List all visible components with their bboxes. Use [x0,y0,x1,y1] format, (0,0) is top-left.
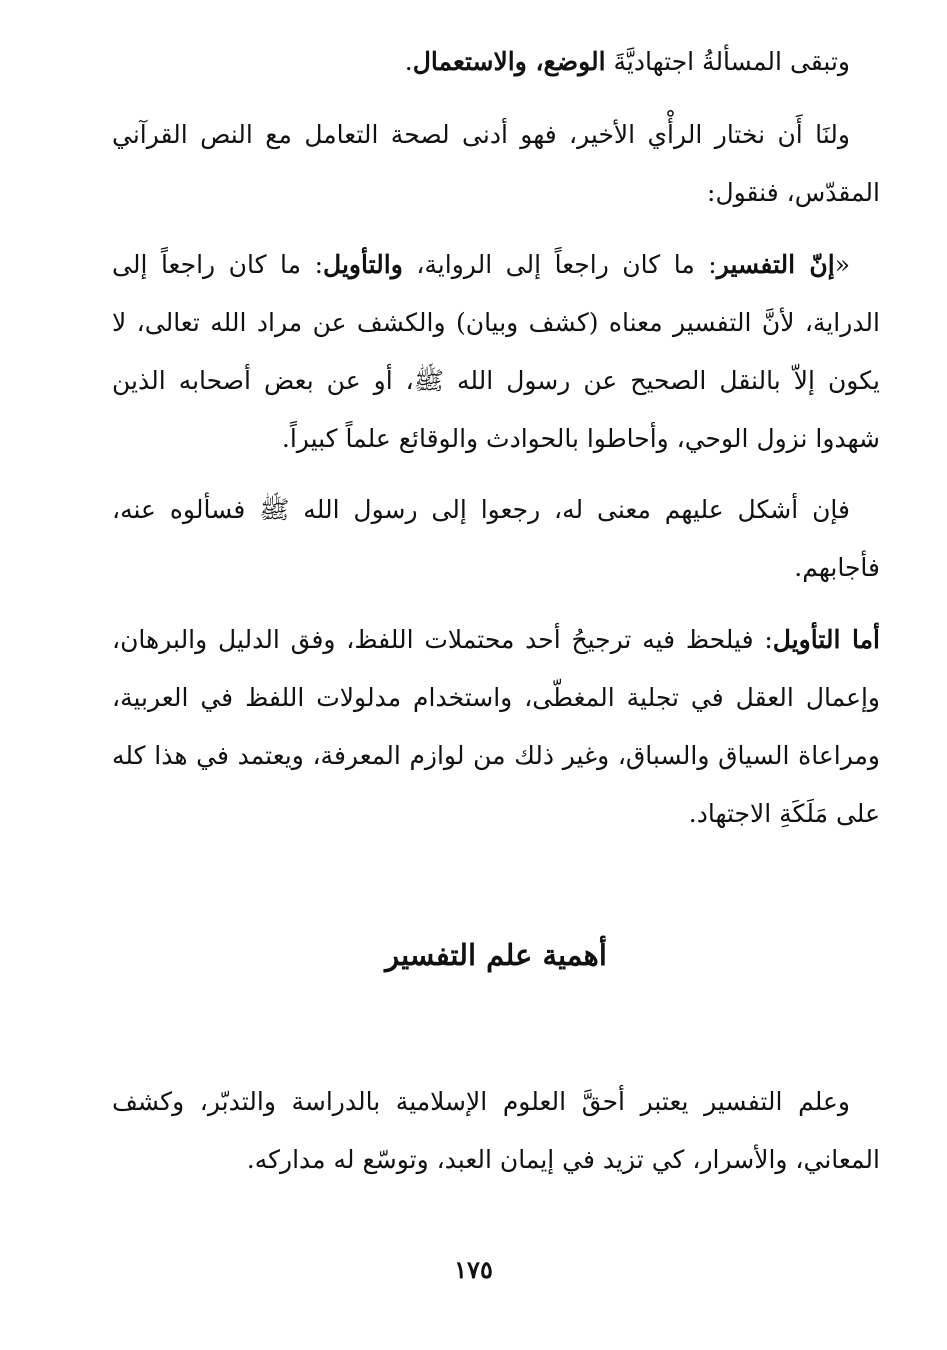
paragraph-5 [112,611,880,843]
paragraph-3-bold-tafsir: إنّ التفسير [716,250,835,279]
paragraph-6 [112,1073,880,1189]
paragraph-3 [112,236,880,468]
paragraph-5-bold: أما التأويل [772,625,880,654]
paragraph-6-text: وعلم التفسير يعتبر أحقَّ العلوم الإسلامية بالدراسة والتدبّر، وكشف المعاني، والأسرار، كي تزيد في إيمان العبد، وتوسّع له مداركه. [112,1087,880,1174]
paragraph-3-open-quote: « [834,250,850,279]
paragraph-2-text: ولنَا أَن نختار الرأْي الأخير، فهو أدنى لصحة التعامل مع النص القرآني المقدّس، فنقول: [112,120,880,207]
paragraph-3-mid-1: : ما كان راجعاً إلى الرواية، [402,250,717,279]
page-number: ١٧٥ [454,1255,493,1284]
paragraph-5-text: : فيلحظ فيه ترجيحُ أحد محتملات اللفظ، وفق الدليل والبرهان، وإعمال العقل في تجلية المغطّى، واستخدام مدلولات اللفظ في العربية، ومراعاة السياق والسباق، وغير ذلك من لوازم المعرفة، ويعتمد في هذا كله على مَلَكَةِ الاجتهاد. [112,625,880,828]
paragraph-2 [112,106,880,222]
paragraph-1-tail: . [404,47,413,76]
paragraph-3-mid-2: : ما كان راجعاً إلى الدراية، لأنَّ التفسير معناه (كشف وبيان) والكشف عن مراد الله تعالى، لا يكون إلاّ بالنقل الصحيح عن رسول الله ﷺ، أو عن بعض أصحابه الذين شهدوا نزول الوحي، وأحاطوا بالحوادث والوقائع علماً كبيراً. [112,250,880,453]
paragraph-1 [112,33,880,91]
paragraph-4-text: فإن أشكل عليهم معنى له، رجعوا إلى رسول الله ﷺ فسألوه عنه، فأجابهم. [112,495,880,582]
paragraph-4 [112,481,880,597]
section-heading: أهمية علم التفسير [385,938,607,972]
paragraph-1-bold: الوضع، والاستعمال [412,47,606,76]
paragraph-3-bold-tawil: والتأويل [323,250,403,279]
paragraph-1-lead: وتبقى المسألةُ اجتهاديَّةَ [605,47,850,76]
